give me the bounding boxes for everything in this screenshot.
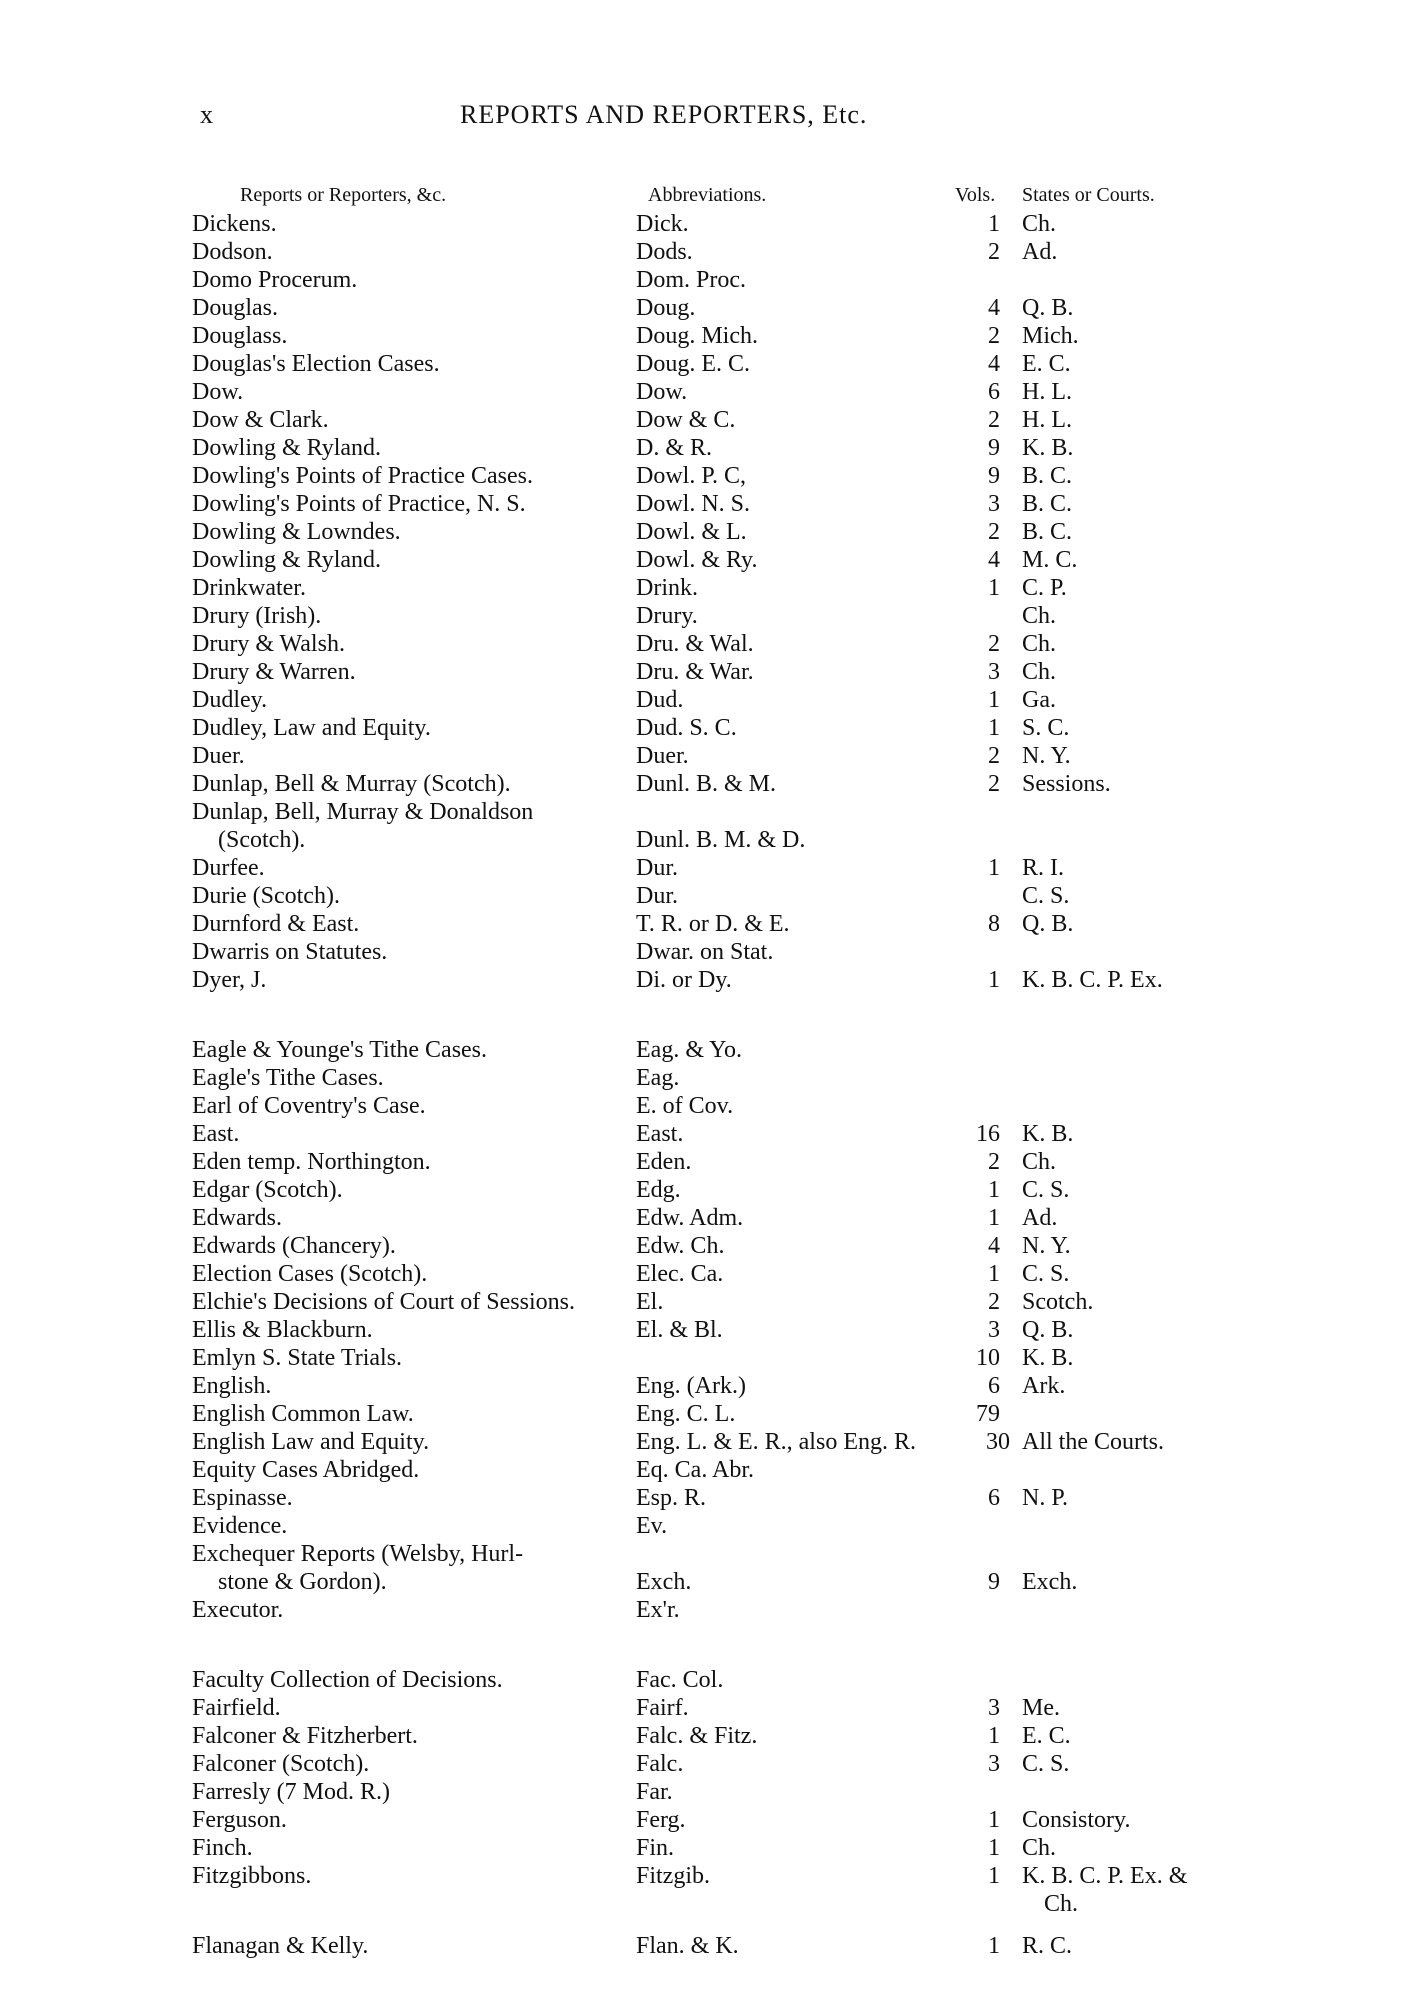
reporter-cell: Drinkwater.	[192, 575, 306, 601]
reporter-cell: Drury & Warren.	[192, 659, 356, 685]
reporter-cell: Durfee.	[192, 855, 265, 881]
abbreviation-cell: East.	[636, 1121, 684, 1147]
states-cell: Ch.	[1022, 659, 1057, 685]
column-header-vols: Vols.	[955, 184, 996, 206]
states-cell: Q. B.	[1022, 1317, 1074, 1343]
abbreviation-cell: Dow.	[636, 379, 688, 405]
states-cell: H. L.	[1022, 379, 1072, 405]
states-cell: Mich.	[1022, 323, 1079, 349]
abbreviation-cell: El.	[636, 1289, 664, 1315]
reporter-cell: Finch.	[192, 1835, 253, 1861]
vols-cell: 6	[988, 1485, 1000, 1511]
vols-cell: 1	[988, 211, 1000, 237]
table-row	[0, 1512, 1404, 1540]
states-cell: Ch.	[1044, 1891, 1079, 1917]
abbreviation-cell: Dods.	[636, 239, 693, 265]
abbreviation-cell: Doug.	[636, 295, 696, 321]
states-cell: R. I.	[1022, 855, 1064, 881]
states-cell: B. C.	[1022, 463, 1073, 489]
abbreviation-cell: Drury.	[636, 603, 698, 629]
table-row	[0, 630, 1404, 658]
abbreviation-cell: Dru. & War.	[636, 659, 754, 685]
table-row	[0, 602, 1404, 630]
reporter-cell: Dunlap, Bell & Murray (Scotch).	[192, 771, 511, 797]
abbreviation-cell: Fairf.	[636, 1695, 689, 1721]
column-header-abbreviations: Abbreviations.	[648, 184, 767, 206]
table-row	[0, 714, 1404, 742]
states-cell: C. S.	[1022, 1261, 1070, 1287]
table-row	[0, 1288, 1404, 1316]
table-row	[0, 1750, 1404, 1778]
abbreviation-cell: Ev.	[636, 1513, 668, 1539]
table-row	[0, 1666, 1404, 1694]
column-header-reports: Reports or Reporters, &c.	[240, 184, 447, 206]
page-header	[200, 100, 1200, 140]
reporter-cell: Exchequer Reports (Welsby, Hurl-	[192, 1541, 524, 1567]
vols-cell: 8	[988, 911, 1000, 937]
vols-cell: 2	[988, 239, 1000, 265]
states-cell: Ad.	[1022, 1205, 1058, 1231]
abbreviation-cell: Dowl. & L.	[636, 519, 747, 545]
table-row	[0, 1316, 1404, 1344]
reporter-cell: Elchie's Decisions of Court of Sessions.	[192, 1289, 575, 1315]
vols-cell: 3	[988, 659, 1000, 685]
states-cell: Ch.	[1022, 1149, 1057, 1175]
reporter-cell: East.	[192, 1121, 240, 1147]
table-row	[0, 854, 1404, 882]
reporter-cell: English Law and Equity.	[192, 1429, 430, 1455]
states-cell: S. C.	[1022, 715, 1070, 741]
reporter-cell: Executor.	[192, 1597, 284, 1623]
abbreviation-cell: Edw. Ch.	[636, 1233, 725, 1259]
vols-cell: 1	[988, 1177, 1000, 1203]
abbreviation-cell: Drink.	[636, 575, 698, 601]
vols-cell: 2	[988, 1149, 1000, 1175]
states-cell: M. C.	[1022, 547, 1078, 573]
table-row	[0, 1484, 1404, 1512]
vols-cell: 2	[988, 519, 1000, 545]
reporter-cell: Dowling & Lowndes.	[192, 519, 401, 545]
abbreviation-cell: Fin.	[636, 1835, 675, 1861]
abbreviation-cell: Ex'r.	[636, 1597, 680, 1623]
table-row	[0, 1862, 1404, 1890]
table-row	[0, 882, 1404, 910]
vols-cell: 9	[988, 463, 1000, 489]
states-cell: R. C.	[1022, 1933, 1073, 1959]
vols-cell: 3	[988, 491, 1000, 517]
table-row	[0, 1148, 1404, 1176]
states-cell: C. P.	[1022, 575, 1067, 601]
reporter-cell: Dyer, J.	[192, 967, 267, 993]
abbreviation-cell: Doug. E. C.	[636, 351, 750, 377]
abbreviation-cell: Dick.	[636, 211, 689, 237]
reporter-cell: Fitzgibbons.	[192, 1863, 312, 1889]
reporter-cell: Durie (Scotch).	[192, 883, 340, 909]
table-row	[0, 574, 1404, 602]
states-cell: C. S.	[1022, 1751, 1070, 1777]
reporter-cell: Ellis & Blackburn.	[192, 1317, 373, 1343]
table-row	[0, 966, 1404, 994]
abbreviation-cell: Fitzgib.	[636, 1863, 711, 1889]
table-row	[0, 518, 1404, 546]
reporter-cell: Falconer & Fitzherbert.	[192, 1723, 418, 1749]
reporter-cell: Emlyn S. State Trials.	[192, 1345, 403, 1371]
table-row	[0, 1064, 1404, 1092]
reporter-cell: Dowling & Ryland.	[192, 547, 382, 573]
abbreviation-cell: Eng. C. L.	[636, 1401, 736, 1427]
states-cell: K. B.	[1022, 1121, 1074, 1147]
reporter-cell: Drury (Irish).	[192, 603, 322, 629]
vols-cell: 1	[988, 1807, 1000, 1833]
abbreviation-cell: Eq. Ca. Abr.	[636, 1457, 754, 1483]
abbreviation-cell: Ferg.	[636, 1807, 686, 1833]
reporter-cell: Durnford & East.	[192, 911, 360, 937]
table-row	[0, 1344, 1404, 1372]
table-row	[0, 938, 1404, 966]
reporter-cell: stone & Gordon).	[218, 1569, 387, 1595]
abbreviation-cell: Fac. Col.	[636, 1667, 724, 1693]
reporter-cell: Dowling & Ryland.	[192, 435, 382, 461]
vols-cell: 10	[976, 1345, 1000, 1371]
states-cell: H. L.	[1022, 407, 1072, 433]
vols-cell: 3	[988, 1695, 1000, 1721]
states-cell: All the Courts.	[1022, 1429, 1164, 1455]
reporter-cell: Farresly (7 Mod. R.)	[192, 1779, 390, 1805]
reporter-cell: Faculty Collection of Decisions.	[192, 1667, 503, 1693]
abbreviation-cell: Esp. R.	[636, 1485, 707, 1511]
table-row	[0, 266, 1404, 294]
abbreviation-cell: Dru. & Wal.	[636, 631, 754, 657]
reporter-cell: Dickens.	[192, 211, 277, 237]
reporter-cell: Dwarris on Statutes.	[192, 939, 388, 965]
abbreviation-cell: Flan. & K.	[636, 1933, 739, 1959]
states-cell: K. B. C. P. Ex.	[1022, 967, 1163, 993]
page-number: x	[200, 100, 213, 129]
vols-cell: 6	[988, 1373, 1000, 1399]
abbreviation-cell: Eng. L. & E. R., also Eng. R.	[636, 1429, 916, 1455]
reporter-cell: Eagle's Tithe Cases.	[192, 1065, 384, 1091]
vols-cell: 2	[988, 407, 1000, 433]
reporter-cell: Eden temp. Northington.	[192, 1149, 431, 1175]
vols-cell: 2	[988, 323, 1000, 349]
table-row	[0, 1120, 1404, 1148]
reporter-cell: Eagle & Younge's Tithe Cases.	[192, 1037, 488, 1063]
states-cell: Ch.	[1022, 1835, 1057, 1861]
vols-cell: 2	[988, 1289, 1000, 1315]
table-row	[0, 350, 1404, 378]
table-row	[0, 826, 1404, 854]
table-row	[0, 770, 1404, 798]
table-row	[0, 1540, 1404, 1568]
vols-cell: 1	[988, 1835, 1000, 1861]
reporter-cell: Drury & Walsh.	[192, 631, 345, 657]
table-row	[0, 1456, 1404, 1484]
table-row	[0, 658, 1404, 686]
vols-cell: 1	[988, 855, 1000, 881]
states-cell: K. B.	[1022, 1345, 1074, 1371]
table-row	[0, 1260, 1404, 1288]
reporter-cell: Evidence.	[192, 1513, 288, 1539]
reporter-cell: Espinasse.	[192, 1485, 293, 1511]
table-row	[0, 378, 1404, 406]
states-cell: Consistory.	[1022, 1807, 1131, 1833]
states-cell: Q. B.	[1022, 911, 1074, 937]
running-title: REPORTS AND REPORTERS, Etc.	[460, 100, 868, 129]
vols-cell: 2	[988, 743, 1000, 769]
reporter-cell: Dowling's Points of Practice Cases.	[192, 463, 533, 489]
reporter-cell: Domo Procerum.	[192, 267, 358, 293]
abbreviation-cell: El. & Bl.	[636, 1317, 723, 1343]
reporter-cell: Dudley.	[192, 687, 268, 713]
states-cell: Ch.	[1022, 211, 1057, 237]
reporter-cell: Douglas.	[192, 295, 278, 321]
vols-cell: 30	[986, 1429, 1010, 1455]
table-row	[0, 686, 1404, 714]
states-cell: Q. B.	[1022, 295, 1074, 321]
abbreviation-cell: Di. or Dy.	[636, 967, 732, 993]
table-row	[0, 1400, 1404, 1428]
vols-cell: 1	[988, 575, 1000, 601]
vols-cell: 4	[988, 547, 1000, 573]
reporter-cell: Fairfield.	[192, 1695, 281, 1721]
abbreviation-cell: Eden.	[636, 1149, 692, 1175]
reporter-cell: Ferguson.	[192, 1807, 287, 1833]
table-row	[0, 1722, 1404, 1750]
reporter-cell: Edwards.	[192, 1205, 282, 1231]
vols-cell: 4	[988, 295, 1000, 321]
states-cell: Ch.	[1022, 631, 1057, 657]
vols-cell: 1	[988, 1863, 1000, 1889]
abbreviation-cell: Dunl. B. & M.	[636, 771, 777, 797]
table-row	[0, 742, 1404, 770]
abbreviation-cell: Dowl. P. C,	[636, 463, 747, 489]
table-row	[0, 210, 1404, 238]
reporter-cell: Edgar (Scotch).	[192, 1177, 343, 1203]
table-row	[0, 238, 1404, 266]
reporter-cell: Election Cases (Scotch).	[192, 1261, 428, 1287]
abbreviation-cell: Dur.	[636, 855, 678, 881]
vols-cell: 1	[988, 1205, 1000, 1231]
table-row	[0, 546, 1404, 574]
states-cell: E. C.	[1022, 351, 1071, 377]
table-row	[0, 1232, 1404, 1260]
states-cell: K. B.	[1022, 435, 1074, 461]
column-header-states: States or Courts.	[1022, 184, 1155, 206]
abbreviation-cell: Dur.	[636, 883, 678, 909]
reporter-cell: Flanagan & Kelly.	[192, 1933, 369, 1959]
vols-cell: 1	[988, 1933, 1000, 1959]
table-row	[0, 1568, 1404, 1596]
table-row	[0, 406, 1404, 434]
states-cell: Ark.	[1022, 1373, 1066, 1399]
table-row	[0, 1596, 1404, 1624]
table-row	[0, 434, 1404, 462]
abbreviation-cell: Dowl. N. S.	[636, 491, 751, 517]
reporter-cell: Equity Cases Abridged.	[192, 1457, 420, 1483]
states-cell: Me.	[1022, 1695, 1060, 1721]
reporter-cell: Dunlap, Bell, Murray & Donaldson	[192, 799, 534, 825]
reporter-cell: (Scotch).	[218, 827, 306, 853]
table-row	[0, 490, 1404, 518]
abbreviation-cell: Eng. (Ark.)	[636, 1373, 746, 1399]
abbreviation-cell: Duer.	[636, 743, 689, 769]
reporters-table	[0, 210, 1404, 1960]
abbreviation-cell: Dud. S. C.	[636, 715, 737, 741]
reporter-cell: Dow.	[192, 379, 244, 405]
reporter-cell: Duer.	[192, 743, 245, 769]
reporter-cell: English Common Law.	[192, 1401, 414, 1427]
table-row	[0, 294, 1404, 322]
table-row	[0, 1372, 1404, 1400]
abbreviation-cell: Far.	[636, 1779, 673, 1805]
table-row	[0, 1890, 1404, 1918]
abbreviation-cell: Edg.	[636, 1177, 681, 1203]
vols-cell: 79	[976, 1401, 1000, 1427]
abbreviation-cell: Dom. Proc.	[636, 267, 746, 293]
states-cell: C. S.	[1022, 1177, 1070, 1203]
table-row	[0, 1806, 1404, 1834]
vols-cell: 1	[988, 1261, 1000, 1287]
table-row	[0, 1428, 1404, 1456]
abbreviation-cell: Elec. Ca.	[636, 1261, 724, 1287]
abbreviation-cell: Falc.	[636, 1751, 684, 1777]
abbreviation-cell: Edw. Adm.	[636, 1205, 744, 1231]
table-row	[0, 1694, 1404, 1722]
table-row	[0, 322, 1404, 350]
states-cell: Exch.	[1022, 1569, 1078, 1595]
table-row	[0, 462, 1404, 490]
abbreviation-cell: E. of Cov.	[636, 1093, 734, 1119]
abbreviation-cell: Dunl. B. M. & D.	[636, 827, 806, 853]
vols-cell: 6	[988, 379, 1000, 405]
states-cell: Sessions.	[1022, 771, 1111, 797]
vols-cell: 2	[988, 631, 1000, 657]
reporter-cell: Dowling's Points of Practice, N. S.	[192, 491, 526, 517]
states-cell: C. S.	[1022, 883, 1070, 909]
abbreviation-cell: Falc. & Fitz.	[636, 1723, 758, 1749]
table-row	[0, 1932, 1404, 1960]
states-cell: B. C.	[1022, 519, 1073, 545]
reporter-cell: Falconer (Scotch).	[192, 1751, 370, 1777]
table-row	[0, 1036, 1404, 1064]
reporter-cell: English.	[192, 1373, 272, 1399]
vols-cell: 1	[988, 967, 1000, 993]
states-cell: Ad.	[1022, 239, 1058, 265]
vols-cell: 9	[988, 435, 1000, 461]
vols-cell: 9	[988, 1569, 1000, 1595]
table-row	[0, 1204, 1404, 1232]
states-cell: Ga.	[1022, 687, 1056, 713]
reporter-cell: Edwards (Chancery).	[192, 1233, 396, 1259]
vols-cell: 3	[988, 1751, 1000, 1777]
states-cell: Scotch.	[1022, 1289, 1094, 1315]
table-row	[0, 910, 1404, 938]
reporter-cell: Earl of Coventry's Case.	[192, 1093, 426, 1119]
states-cell: B. C.	[1022, 491, 1073, 517]
states-cell: N. Y.	[1022, 743, 1071, 769]
abbreviation-cell: Eag. & Yo.	[636, 1037, 743, 1063]
table-row	[0, 1176, 1404, 1204]
states-cell: K. B. C. P. Ex. &	[1022, 1863, 1188, 1889]
abbreviation-cell: T. R. or D. & E.	[636, 911, 790, 937]
reporter-cell: Douglas's Election Cases.	[192, 351, 440, 377]
vols-cell: 2	[988, 771, 1000, 797]
table-row	[0, 798, 1404, 826]
vols-cell: 1	[988, 687, 1000, 713]
table-row	[0, 1834, 1404, 1862]
reporter-cell: Dodson.	[192, 239, 273, 265]
vols-cell: 4	[988, 351, 1000, 377]
vols-cell: 16	[976, 1121, 1000, 1147]
abbreviation-cell: Exch.	[636, 1569, 692, 1595]
table-row	[0, 1092, 1404, 1120]
vols-cell: 1	[988, 1723, 1000, 1749]
abbreviation-cell: Dowl. & Ry.	[636, 547, 758, 573]
vols-cell: 3	[988, 1317, 1000, 1343]
reporter-cell: Douglass.	[192, 323, 288, 349]
table-row	[0, 1778, 1404, 1806]
abbreviation-cell: D. & R.	[636, 435, 713, 461]
abbreviation-cell: Dwar. on Stat.	[636, 939, 774, 965]
vols-cell: 4	[988, 1233, 1000, 1259]
vols-cell: 1	[988, 715, 1000, 741]
reporter-cell: Dudley, Law and Equity.	[192, 715, 431, 741]
abbreviation-cell: Dud.	[636, 687, 684, 713]
states-cell: N. P.	[1022, 1485, 1069, 1511]
states-cell: Ch.	[1022, 603, 1057, 629]
abbreviation-cell: Dow & C.	[636, 407, 736, 433]
abbreviation-cell: Doug. Mich.	[636, 323, 758, 349]
states-cell: N. Y.	[1022, 1233, 1071, 1259]
reporter-cell: Dow & Clark.	[192, 407, 329, 433]
abbreviation-cell: Eag.	[636, 1065, 680, 1091]
states-cell: E. C.	[1022, 1723, 1071, 1749]
